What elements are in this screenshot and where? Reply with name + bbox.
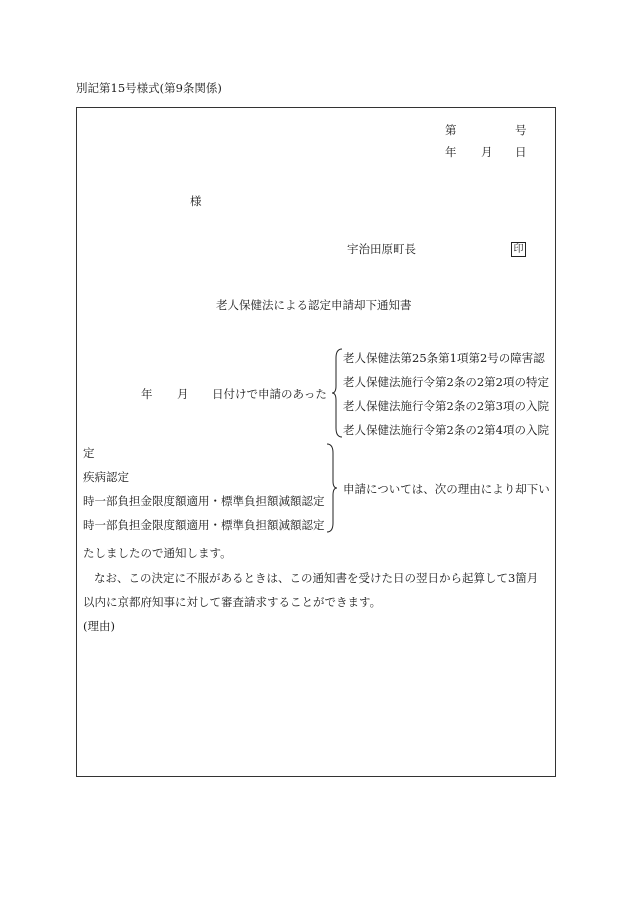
number-dai-label: 第	[445, 123, 457, 137]
issuer-name: 宇治田原町長	[347, 242, 416, 256]
number-go-label: 号	[515, 123, 527, 137]
right-option-3: 老人保健法施行令第2条の2第3項の入院	[343, 399, 549, 413]
body-month-label: 月	[177, 387, 189, 401]
left-option-2: 疾病認定	[83, 470, 129, 484]
body-applied-text: 日付けで申請のあった	[212, 387, 327, 401]
left-options-brace	[327, 443, 339, 533]
left-option-3: 時一部負担金限度額適用・標準負担額減額認定	[83, 494, 325, 508]
form-title: 別記第15号様式(第9条関係)	[76, 81, 222, 95]
addressee-sama: 様	[190, 194, 202, 208]
left-option-1: 定	[83, 446, 95, 460]
notice-frame	[76, 107, 556, 777]
seal-mark: 印	[511, 242, 526, 257]
body-year-label: 年	[141, 387, 153, 401]
notice-line-1: なお、この決定に不服があるときは、この通知書を受けた日の翌日から起算して3箇月	[94, 571, 539, 585]
right-option-1: 老人保健法第25条第1項第2号の障害認	[343, 351, 545, 365]
notice-line-2: 以内に京都府知事に対して審査請求することができます。	[83, 595, 382, 609]
right-option-2: 老人保健法施行令第2条の2第2項の特定	[343, 375, 549, 389]
continuation-text: たしましたので通知します。	[83, 546, 232, 560]
reason-label: (理由)	[83, 619, 115, 633]
date-year-label: 年	[445, 145, 457, 159]
document-title: 老人保健法による認定申請却下通知書	[216, 298, 412, 312]
left-option-4: 時一部負担金限度額適用・標準負担額減額認定	[83, 518, 325, 532]
date-month-label: 月	[481, 145, 493, 159]
after-brace-text: 申請については、次の理由により却下い	[343, 482, 550, 496]
date-day-label: 日	[515, 145, 527, 159]
right-option-4: 老人保健法施行令第2条の2第4項の入院	[343, 423, 549, 437]
